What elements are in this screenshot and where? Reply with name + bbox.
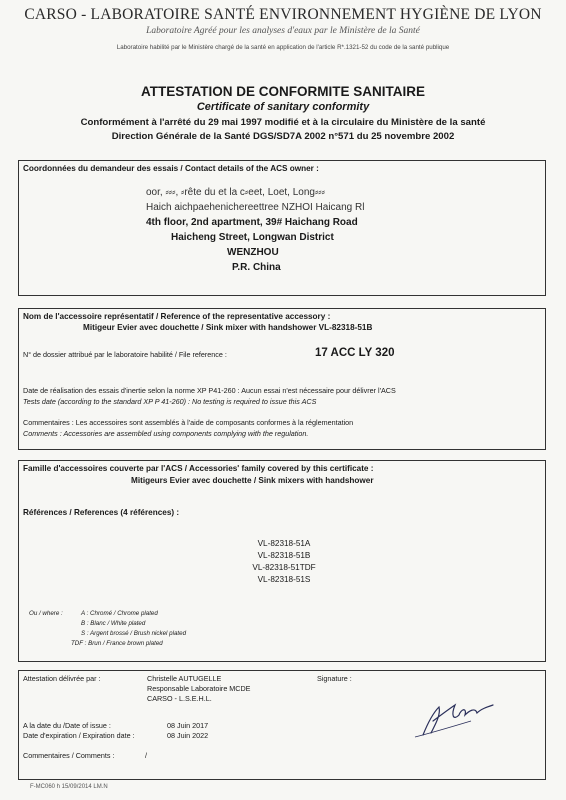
lab-subtitle: Laboratoire Agréé pour les analyses d'eaux par le Ministère de la Santé (146, 26, 420, 36)
issued-by-label: Attestation délivrée par : (23, 674, 101, 683)
document-title-en: Certificate of sanitary conformity (196, 101, 370, 113)
expiry-date-value: 08 Juin 2022 (167, 731, 209, 740)
footer-code: F-MC060 h 15/09/2014 LM.N (30, 784, 108, 790)
family-label: Famille d'accessoires couverte par l'ACS / Accessories' family covered by this certificate : (23, 464, 374, 473)
owner-address-line-2: Haich aichpaehenichereettree NZHOI Haicang Rl (146, 202, 365, 213)
signature-image (411, 685, 499, 741)
signature-label: Signature : (317, 674, 352, 683)
finish-item: TDF : Brun / France brown plated (71, 640, 163, 647)
comments-label: Commentaires / Comments : (23, 751, 115, 760)
document-title: ATTESTATION DE CONFORMITE SANITAIRE (141, 84, 425, 99)
conformity-line-2: Direction Générale de la Santé DGS/SD7A 2002 n°571 du 25 novembre 2002 (111, 131, 455, 142)
tests-date-fr: Date de réalisation des essais d'inertie selon la norme XP P41-260 : Aucun essai n'est nécessaire pour délivrer l'ACS (23, 386, 396, 395)
accessory-value: Mitigeur Evier avec douchette / Sink mixer with handshower VL-82318-51B (83, 323, 373, 332)
owner-address-line-1: oor, ⸗⸗⸗, ⸗rête du et la c⸗eet, Loet, Long⸗⸗⸗ (146, 187, 325, 198)
owner-section (18, 160, 546, 296)
owner-address-line-4: Haicheng Street, Longwan District (171, 232, 334, 243)
owner-address-line-6: P.R. China (232, 262, 281, 273)
issue-date-label: A la date du /Date of issue : (23, 721, 111, 730)
owner-label-text: Coordonnées du demandeur des essais / Contact details of the ACS owner : (23, 164, 319, 173)
owner-label (23, 164, 319, 173)
references-label: Références / References (4 références) : (23, 508, 180, 517)
file-reference-value: 17 ACC LY 320 (315, 347, 395, 359)
owner-address-line-5: WENZHOU (227, 247, 279, 258)
comments-value: / (145, 751, 147, 760)
issuer-name: Christelle AUTUGELLE (147, 674, 222, 683)
finish-item: B : Blanc / White plated (81, 620, 146, 627)
finish-item: S : Argent brossé / Brush nickel plated (81, 630, 187, 637)
owner-address-line-3: 4th floor, 2nd apartment, 39# Haichang Road (146, 217, 358, 228)
conformity-line-1: Conformément à l'arrêté du 29 mai 1997 modifié et à la circulaire du Ministère de la santé (80, 117, 486, 128)
where-label: Ou / where : (29, 610, 63, 617)
lab-name: CARSO - LABORATOIRE SANTÉ ENVIRONNEMENT HYGIÈNE DE LYON (24, 6, 542, 23)
issuer-role: Responsable Laboratoire MCDE (147, 684, 251, 693)
tests-date-en: Tests date (according to the standard XP P 41-260) : No testing is required to issue this ACS (23, 397, 317, 406)
attestation-section (18, 670, 546, 780)
comments-en: Comments : Accessories are assembled using components complying with the regulation. (23, 429, 309, 438)
accessory-label: Nom de l'accessoire représentatif / Reference of the representative accessory : (23, 312, 331, 321)
accessory-section (18, 308, 546, 450)
comments-fr: Commentaires : Les accessoires sont assemblés à l'aide de composants conformes à la réglementation (23, 418, 354, 427)
family-section (18, 460, 546, 662)
finish-item: A : Chromé / Chrome plated (81, 610, 158, 617)
issuer-org: CARSO - L.S.E.H.L. (147, 694, 212, 703)
reference-item: VL-82318-51TDF (252, 563, 316, 572)
file-reference-label: N° de dossier attribué par le laboratoire habilité / File reference : (23, 350, 227, 359)
reference-item: VL-82318-51A (257, 539, 311, 548)
reference-item: VL-82318-51B (257, 551, 311, 560)
issue-date-value: 08 Juin 2017 (167, 721, 209, 730)
family-value: Mitigeurs Evier avec douchette / Sink mixers with handshower (131, 476, 374, 485)
lab-legal-line: Laboratoire habilité par le Ministère chargé de la santé en application de l'article R*.1321-52 du code de la santé publique (116, 44, 450, 51)
expiry-date-label: Date d'expiration / Expiration date : (23, 731, 135, 740)
reference-item: VL-82318-51S (257, 575, 311, 584)
